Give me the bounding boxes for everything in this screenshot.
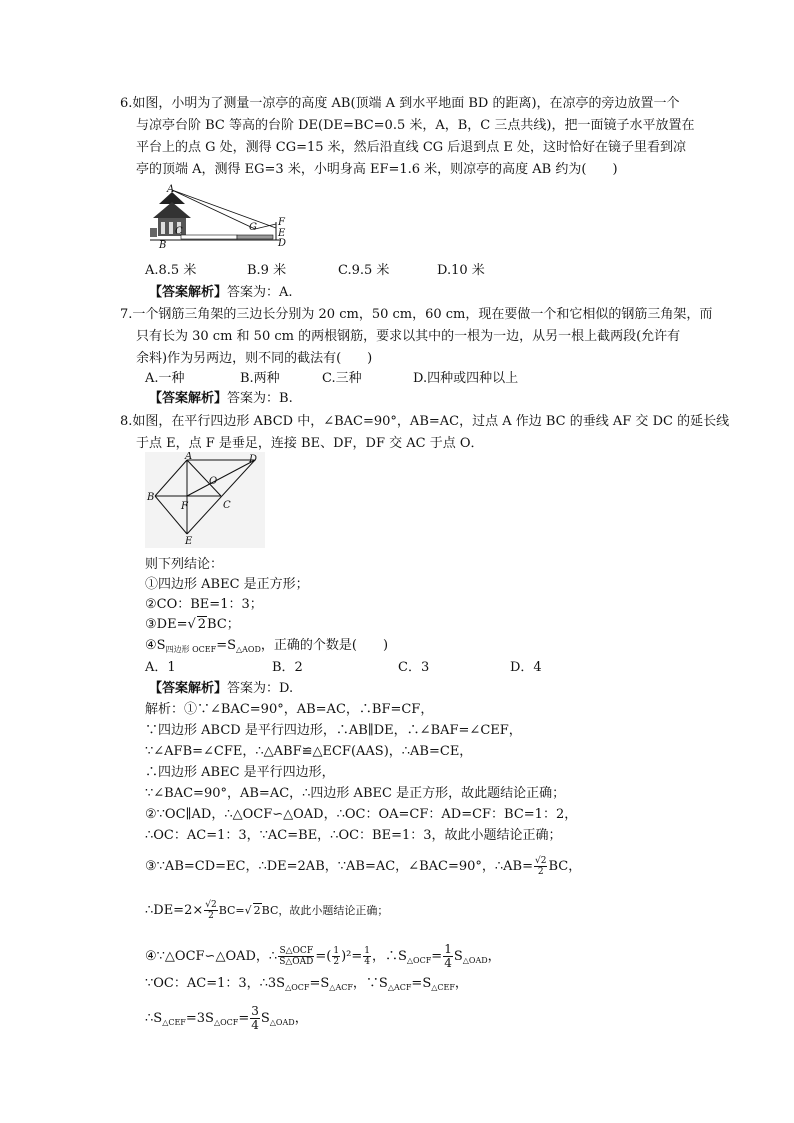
c4-sub1: 四边形 OCEF — [165, 645, 217, 654]
s11-sub4: △CEF — [431, 983, 455, 992]
s12-tail: ， — [294, 1011, 308, 1026]
s8-tail: BC， — [548, 859, 582, 874]
q6-label-E: E — [278, 228, 286, 239]
q6-figure — [145, 182, 295, 250]
q6-answer — [149, 284, 293, 302]
answer-text: 答案为：D. — [227, 681, 294, 696]
s10-qb-d: 4 — [444, 956, 452, 970]
q8-option-d: D．4 — [510, 660, 542, 675]
q8-solution-2: ∵四边形 ABCD 是平行四边形，∴AB∥DE，∴∠BAF=∠CEF， — [145, 723, 522, 738]
q6-option-a: A.8.5 米 — [145, 263, 197, 278]
q8-solution-7: ∴OC：AC=1：3，∵AC=BE，∴OC：BE=1：3，故此小题结论正确； — [145, 828, 562, 843]
q7-option-d: D.四种或四种以上 — [413, 371, 519, 386]
s12-sub3: △OAD — [269, 1018, 295, 1027]
s10-den: S△OAD — [279, 957, 314, 967]
q8-conclusion-3: ③DE=√ 2BC； — [145, 617, 240, 632]
q8-figure — [145, 452, 265, 548]
s10-q-n: 1 — [364, 946, 370, 956]
q8-label-A: A — [185, 452, 193, 462]
s10-qb-n: 1 — [444, 942, 452, 956]
s10-half — [332, 946, 340, 967]
s11-eq: =S — [309, 976, 330, 991]
c3-text: ③DE= — [145, 617, 188, 632]
q8-solution-11 — [145, 975, 468, 997]
c4-sub2: △AOD — [236, 645, 261, 654]
s12-den: 4 — [251, 1018, 259, 1032]
s8-text: ③∵AB=CD=EC，∴DE=2AB，∵AB=AC，∠BAC=90°，∴AB= — [145, 859, 534, 874]
s12-num: 3 — [251, 1004, 259, 1018]
q8-solution-4: ∴四边形 ABEC 是平行四边形， — [145, 765, 335, 780]
answer-tag: 【答案解析】 — [149, 285, 228, 300]
answer-text: 答案为：B. — [227, 391, 293, 406]
s10-sub2: △OAD — [462, 956, 488, 965]
s9-den: 2 — [208, 911, 214, 921]
q8-solution-5: ∵∠BAC=90°，AB=AC，∴四边形 ABEC 是正方形，故此题结论正确； — [145, 786, 566, 801]
s11-since: ，∵S — [352, 976, 388, 991]
q8-label-O: O — [209, 476, 218, 487]
s9-tail: BC，故此小题结论正确； — [261, 904, 389, 917]
q6-option-b: B.9 米 — [247, 263, 287, 278]
s9-bc: BC= — [218, 904, 245, 917]
q7-option-c: C.三种 — [322, 371, 362, 386]
q8-label-F: F — [181, 501, 188, 512]
s10-sq: )²= — [341, 949, 363, 964]
s10-quarter-big — [443, 943, 453, 970]
s10-sub1: △OCF — [406, 956, 432, 965]
q8-conclusions-intro: 则下列结论： — [145, 557, 224, 572]
s11-sub2: △ACF — [329, 983, 353, 992]
q8-solution-12 — [145, 1005, 308, 1032]
c4-tail: ，正确的个数是( ) — [260, 638, 389, 653]
s10-num: S△OCF — [279, 946, 314, 956]
s10-tail: ， — [487, 949, 501, 964]
s9-sqrt: √ 2 — [244, 904, 261, 917]
s12-eq: =3S — [185, 1011, 214, 1026]
s11-eq2: =S — [411, 976, 432, 991]
s11-tail: ， — [454, 976, 468, 991]
answer-text: 答案为：A. — [227, 285, 293, 300]
q8-conclusion-2: ②CO：BE=1：3； — [145, 597, 263, 612]
q8-label-E: E — [185, 536, 193, 547]
q6-line2: 与凉亭台阶 BC 等高的台阶 DE(DE=BC=0.5 米，A，B，C 三点共线)，把一面镜子水平放置在 — [136, 118, 695, 133]
q8-solution-3: ∵∠AFB=∠CFE，∴△ABF≌△ECF(AAS)，∴AB=CE， — [145, 744, 473, 759]
c3-tail: BC； — [207, 617, 240, 632]
s8-den: 2 — [537, 867, 544, 877]
answer-tag: 【答案解析】 — [149, 681, 228, 696]
q8-solution-9 — [145, 900, 388, 921]
q6-label-A: A — [167, 184, 175, 195]
s10-area-fraction — [278, 946, 314, 967]
q8-option-a: A．1 — [145, 660, 176, 675]
q8-answer — [149, 680, 293, 698]
q8-solution-6: ②∵OC∥AD，∴△OCF∽△OAD，∴OC：OA=CF：AD=CF：BC=1：2， — [145, 807, 578, 822]
s8-fraction — [534, 856, 547, 877]
q7-option-a: A.一种 — [145, 371, 185, 386]
s10-half-n: 1 — [333, 946, 340, 956]
c4-text: ④S — [145, 638, 166, 653]
s12-fraction — [250, 1005, 260, 1032]
s8-num: √2 — [535, 856, 547, 866]
s10-eq: =( — [315, 949, 332, 964]
q6-line1: 6.如图，小明为了测量一凉亭的高度 AB(顶端 A 到水平地面 BD 的距离)，在凉亭的旁边放置一个 — [120, 96, 680, 111]
q8-line2: 于点 E，点 F 是垂足，连接 BE、DF，DF 交 AC 于点 O． — [136, 436, 484, 451]
s10-q-d: 4 — [364, 957, 370, 967]
pavilion-graphic — [150, 192, 191, 237]
s12-text: ∴S — [145, 1011, 163, 1026]
q7-line3: 余料)作为另两边，则不同的截法有( ) — [136, 351, 373, 366]
q8-label-C: C — [223, 500, 231, 511]
q6-line4: 亭的顶端 A，测得 EG=3 米，小明身高 EF=1.6 米，则凉亭的高度 AB 约为( ) — [136, 162, 618, 177]
q8-option-c: C．3 — [398, 660, 430, 675]
q8-solution-8 — [145, 856, 581, 877]
s12-sub1: △CEF — [162, 1018, 186, 1027]
q6-label-B: B — [159, 240, 167, 250]
q8-conclusion-4 — [145, 637, 388, 659]
q6-label-G: G — [249, 222, 257, 233]
s10-eq2: = — [431, 949, 443, 964]
answer-tag: 【答案解析】 — [149, 391, 228, 406]
s12-eq2: = — [238, 1011, 250, 1026]
q8-label-D: D — [249, 454, 258, 465]
q6-option-d: D.10 米 — [437, 263, 485, 278]
s10-quarter — [363, 946, 371, 967]
q7-line1: 7.一个钢筋三角架的三边长分别为 20 cm，50 cm，60 cm，现在要做一个和它相似的钢筋三角架，而 — [120, 307, 713, 322]
s12-sub2: △OCF — [213, 1018, 239, 1027]
s10-so: ，∴S — [372, 949, 407, 964]
q7-line2: 只有长为 30 cm 和 50 cm 的两根钢筋，要求以其中的一根为一边，从另一根上截两段(允许有 — [136, 329, 681, 344]
q6-option-c: C.9.5 米 — [338, 263, 390, 278]
s10-half-d: 2 — [333, 957, 340, 967]
q6-label-C: C — [175, 226, 183, 237]
s11-text: ∵OC：AC=1：3，∴3S — [145, 976, 286, 991]
s10-text: ④∵△OCF∽△OAD，∴ — [145, 949, 278, 964]
s9-fraction — [204, 900, 217, 921]
s11-sub1: △OCF — [285, 983, 310, 992]
q8-solution-1: 解析：①∵∠BAC=90°，AB=AC，∴BF=CF， — [145, 702, 434, 717]
q6-label-F: F — [278, 217, 285, 228]
s10-s: S — [453, 949, 463, 964]
q8-conclusion-1: ①四边形 ABEC 是正方形； — [145, 577, 309, 592]
c4-eq: =S — [216, 638, 236, 653]
q8-line1: 8.如图，在平行四边形 ABCD 中，∠BAC=90°，AB=AC，过点 A 作边 BC 的垂线 AF 交 DC 的延长线 — [120, 414, 730, 429]
s12-s: S — [260, 1011, 270, 1026]
q6-line3: 平台上的点 G 处，测得 CG=15 米，然后沿直线 CG 后退到点 E 处，这时恰好在镜子里看到凉 — [136, 140, 687, 155]
q6-label-D: D — [278, 238, 287, 249]
s11-sub3: △ACF — [387, 983, 412, 992]
s9-num: √2 — [205, 900, 217, 910]
q7-answer — [149, 390, 293, 408]
q7-option-b: B.两种 — [240, 371, 280, 386]
q8-option-b: B．2 — [272, 660, 303, 675]
q8-label-B: B — [147, 492, 155, 503]
c3-radicand: 2 — [197, 617, 207, 632]
q8-solution-10 — [145, 943, 501, 970]
s9-text: ∴DE=2× — [145, 903, 204, 918]
